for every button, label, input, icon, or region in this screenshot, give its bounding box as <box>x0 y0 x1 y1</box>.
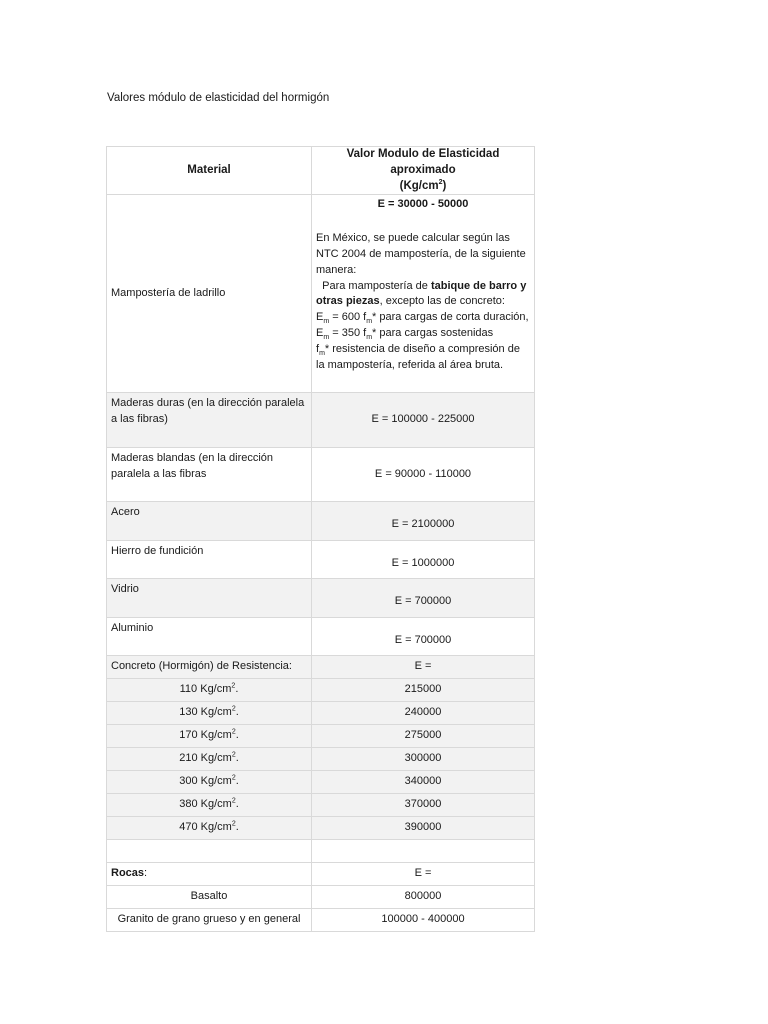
rock-name: Granito de grano grueso y en general <box>107 909 312 932</box>
f1-sub2: m <box>366 318 373 326</box>
table-row <box>107 725 535 748</box>
masonry-formula-2 <box>316 326 530 342</box>
row-value: E = 700000 <box>312 618 535 656</box>
concrete-grade <box>107 748 312 771</box>
masonry-note-1: En México, se puede calcular según las NTC 2004 de mampostería, de la siguiente manera: <box>316 232 526 276</box>
masonry-formula-1 <box>316 310 530 326</box>
table-row <box>107 794 535 817</box>
row-value: E = 90000 - 110000 <box>312 448 535 502</box>
header-unit-suffix: ) <box>442 179 447 192</box>
masonry-note-2-bold: tabique de barro y otras piezas <box>316 279 527 308</box>
table-row <box>107 579 535 618</box>
grade-unit: Kg/cm <box>197 821 232 834</box>
rock-value: 100000 - 400000 <box>312 909 535 932</box>
masonry-note-2 <box>316 279 530 311</box>
f3-b: * resistencia de diseño a compresión de la mampostería, referida al área bruta. <box>316 342 520 371</box>
grade-value: 215000 <box>312 679 535 702</box>
row-material: Acero <box>107 502 312 541</box>
table-row <box>107 448 535 502</box>
masonry-formula-3 <box>316 342 530 374</box>
grade-unit: Kg/cm <box>197 683 232 696</box>
table-row <box>107 393 535 448</box>
rock-name: Basalto <box>107 886 312 909</box>
grade-value: 300000 <box>312 748 535 771</box>
concrete-grade <box>107 679 312 702</box>
table-row <box>107 771 535 794</box>
grade-strength: 170 <box>179 729 198 742</box>
grade-unit-suffix: . <box>235 775 239 788</box>
f1-c: * para cargas de corta duración, <box>372 311 529 324</box>
f2-sub2: m <box>366 334 373 342</box>
concrete-label: Concreto (Hormigón) de Resistencia: <box>107 656 312 679</box>
table-header-row <box>107 147 535 195</box>
row-material: Maderas duras (en la dirección paralela a las fibras) <box>107 393 312 448</box>
rocks-label <box>107 863 312 886</box>
grade-unit-suffix: . <box>235 821 239 834</box>
concrete-value: E = <box>312 656 535 679</box>
table-row <box>107 817 535 840</box>
f2-c: * para cargas sostenidas <box>372 326 494 339</box>
masonry-note-2-post: , excepto las de concreto: <box>379 295 505 308</box>
concrete-grade <box>107 794 312 817</box>
rocks-value: E = <box>312 863 535 886</box>
header-unit-prefix: (Kg/cm <box>399 179 439 192</box>
grade-unit-sup: 2 <box>231 705 236 713</box>
grade-unit-suffix: . <box>235 729 239 742</box>
row-value: E = 2100000 <box>312 502 535 541</box>
grade-strength: 380 <box>179 798 198 811</box>
masonry-value: E = 30000 - 50000 <box>377 198 469 211</box>
grade-unit-suffix: . <box>235 798 239 811</box>
grade-unit-suffix: . <box>235 706 239 719</box>
table-row-rocks <box>107 863 535 886</box>
row-value: E = 100000 - 225000 <box>312 393 535 448</box>
concrete-grade <box>107 702 312 725</box>
grade-value: 240000 <box>312 702 535 725</box>
table-row-masonry <box>107 195 535 393</box>
grade-value: 275000 <box>312 725 535 748</box>
grade-unit: Kg/cm <box>197 775 232 788</box>
masonry-note-2-pre: Para mampostería de <box>322 279 431 292</box>
grade-strength: 210 <box>179 752 198 765</box>
header-value-label: Valor Modulo de Elasticidad aproximado <box>346 148 500 176</box>
concrete-grade <box>107 771 312 794</box>
f1-a: E <box>316 311 324 324</box>
table-row <box>107 748 535 771</box>
masonry-value-cell <box>312 195 535 393</box>
grade-value: 390000 <box>312 817 535 840</box>
table-row <box>107 886 535 909</box>
grade-unit: Kg/cm <box>197 729 232 742</box>
elasticity-table <box>106 146 535 932</box>
grade-unit-sup: 2 <box>231 751 236 759</box>
table-row <box>107 909 535 932</box>
concrete-grade <box>107 817 312 840</box>
row-material: Hierro de fundición <box>107 541 312 579</box>
concrete-grade <box>107 725 312 748</box>
f3-a: f <box>316 342 320 355</box>
table-row <box>107 702 535 725</box>
table-row <box>107 679 535 702</box>
table-row-empty <box>107 840 535 863</box>
grade-unit-sup: 2 <box>231 682 236 690</box>
grade-value: 340000 <box>312 771 535 794</box>
f1-b: = 600 f <box>329 311 367 324</box>
grade-unit-suffix: . <box>235 752 239 765</box>
table-row <box>107 502 535 541</box>
grade-unit: Kg/cm <box>197 706 232 719</box>
grade-unit: Kg/cm <box>197 752 232 765</box>
row-material: Vidrio <box>107 579 312 618</box>
grade-strength: 110 <box>179 683 198 696</box>
f1-sub: m <box>323 318 330 326</box>
grade-strength: 130 <box>179 706 198 719</box>
empty-cell <box>107 840 312 863</box>
header-value <box>312 147 535 195</box>
f2-sub: m <box>323 334 330 342</box>
row-value: E = 700000 <box>312 579 535 618</box>
row-material: Aluminio <box>107 618 312 656</box>
grade-unit-sup: 2 <box>231 774 236 782</box>
f2-b: = 350 f <box>329 326 367 339</box>
header-unit-sup: 2 <box>438 178 443 186</box>
f3-sub: m <box>319 349 325 357</box>
table-row <box>107 618 535 656</box>
row-value: E = 1000000 <box>312 541 535 579</box>
grade-unit-sup: 2 <box>231 797 236 805</box>
rock-value: 800000 <box>312 886 535 909</box>
table-row <box>107 541 535 579</box>
rocks-label-text: Rocas <box>111 867 145 880</box>
grade-unit: Kg/cm <box>197 798 232 811</box>
page-title: Valores módulo de elasticidad del hormigón <box>107 92 330 104</box>
grade-unit-suffix: . <box>235 683 239 696</box>
rocks-label-suffix: : <box>144 867 148 880</box>
header-material: Material <box>107 147 312 195</box>
grade-value: 370000 <box>312 794 535 817</box>
empty-cell <box>312 840 535 863</box>
grade-strength: 470 <box>179 821 198 834</box>
f2-a: E <box>316 326 324 339</box>
grade-unit-sup: 2 <box>231 820 236 828</box>
grade-unit-sup: 2 <box>231 728 236 736</box>
grade-strength: 300 <box>179 775 198 788</box>
row-material: Maderas blandas (en la dirección paralela a las fibras <box>107 448 312 502</box>
table-row-concrete <box>107 656 535 679</box>
masonry-label: Mampostería de ladrillo <box>107 195 312 393</box>
